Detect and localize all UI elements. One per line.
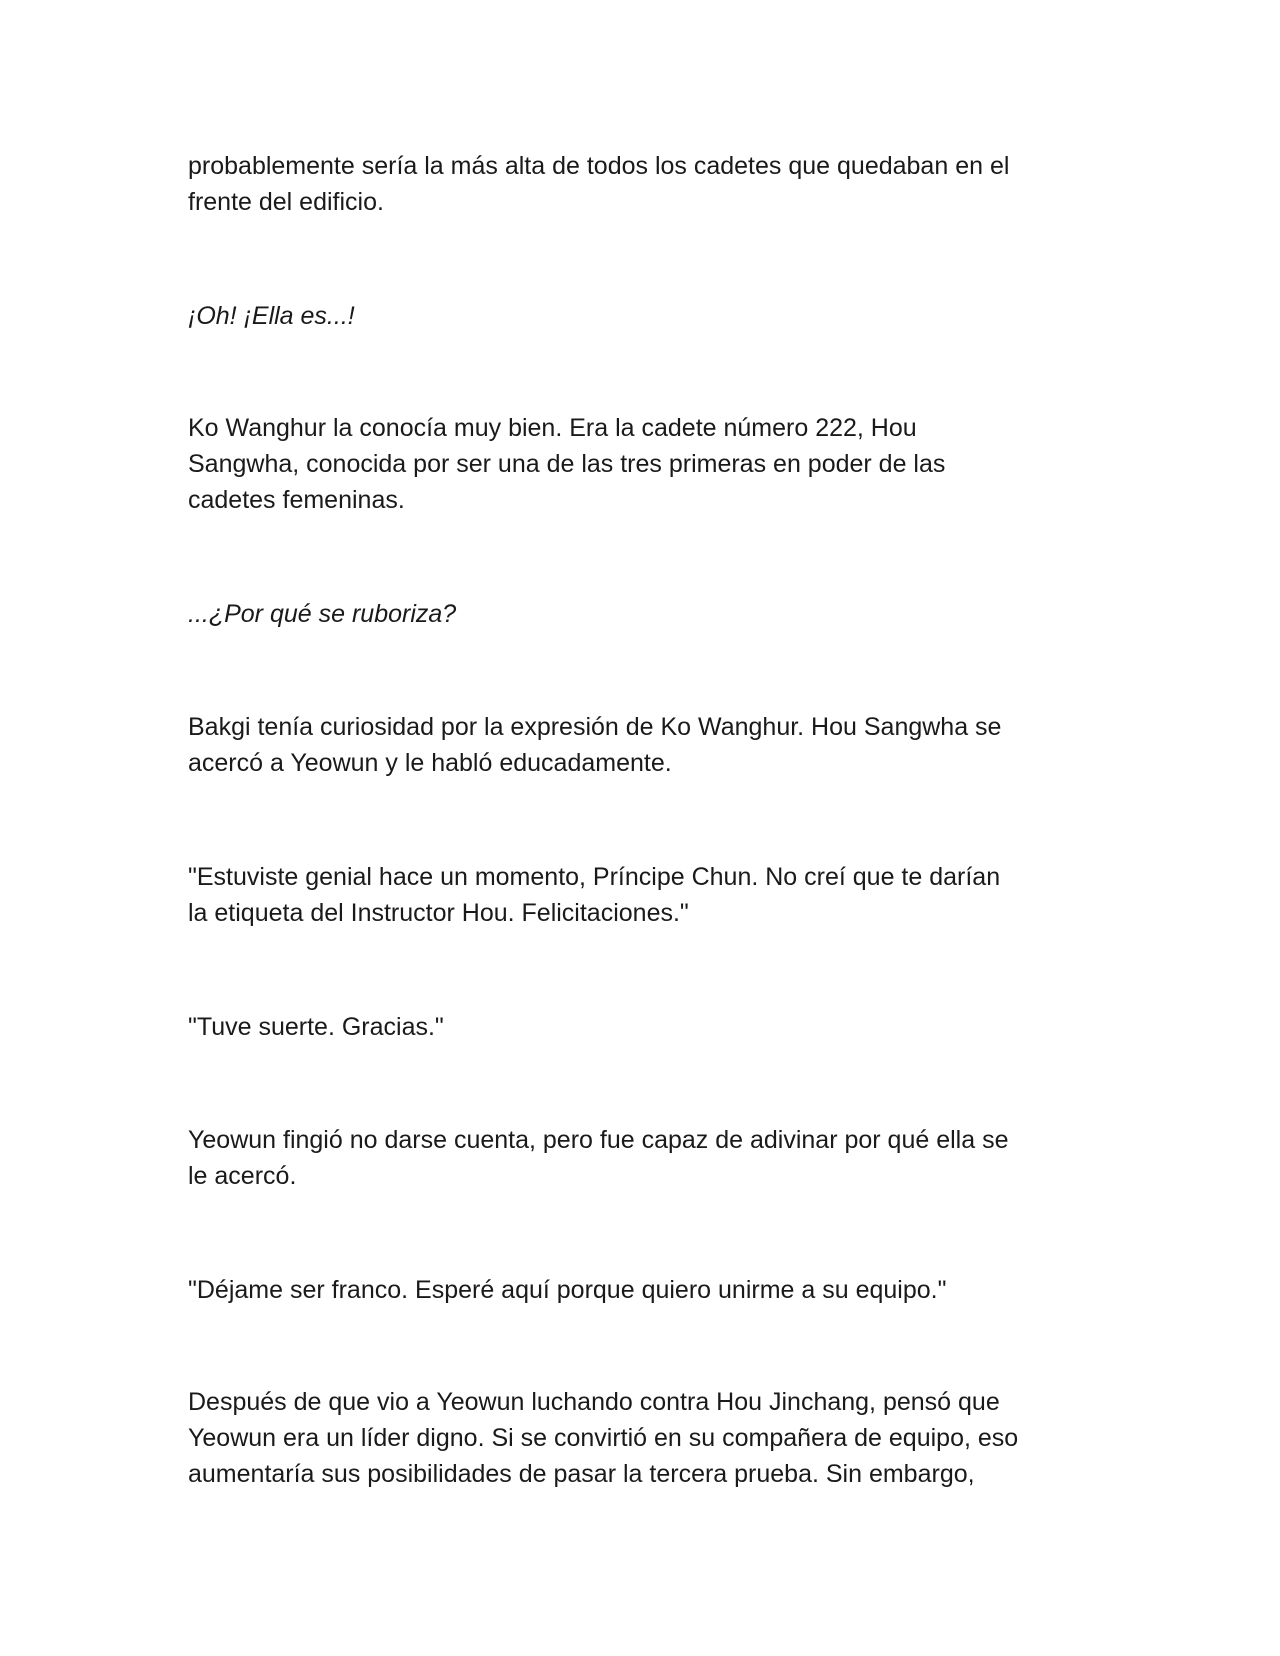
- paragraph-10: Después de que vio a Yeowun luchando contra Hou Jinchang, pensó que Yeowun era un líder digno. Si se convirtió en su compañera de equipo, eso aumentaría sus posibilidades de pasar la tercera prueba. Sin embargo,: [188, 1388, 1019, 1488]
- paragraph-5: Bakgi tenía curiosidad por la expresión de Ko Wanghur. Hou Sangwha se acercó a Yeowun y le habló educadamente.: [188, 713, 1002, 777]
- paragraph-1: probablemente sería la más alta de todos los cadetes que quedaban en el frente del edificio.: [188, 152, 1010, 216]
- paragraph-8: Yeowun fingió no darse cuenta, pero fue capaz de adivinar por qué ella se le acercó.: [188, 1126, 1009, 1190]
- paragraph-3: Ko Wanghur la conocía muy bien. Era la cadete número 222, Hou Sangwha, conocida por ser una de las tres primeras en poder de las cadetes femeninas.: [188, 414, 946, 514]
- paragraph-9: "Déjame ser franco. Esperé aquí porque quiero unirme a su equipo.": [188, 1276, 947, 1304]
- paragraph-2: ¡Oh! ¡Ella es...!: [188, 302, 355, 330]
- paragraph-6: "Estuviste genial hace un momento, Príncipe Chun. No creí que te darían la etiqueta del Instructor Hou. Felicitaciones.": [188, 863, 1001, 927]
- paragraph-7: "Tuve suerte. Gracias.": [188, 1013, 444, 1041]
- paragraph-4: ...¿Por qué se ruboriza?: [188, 600, 457, 628]
